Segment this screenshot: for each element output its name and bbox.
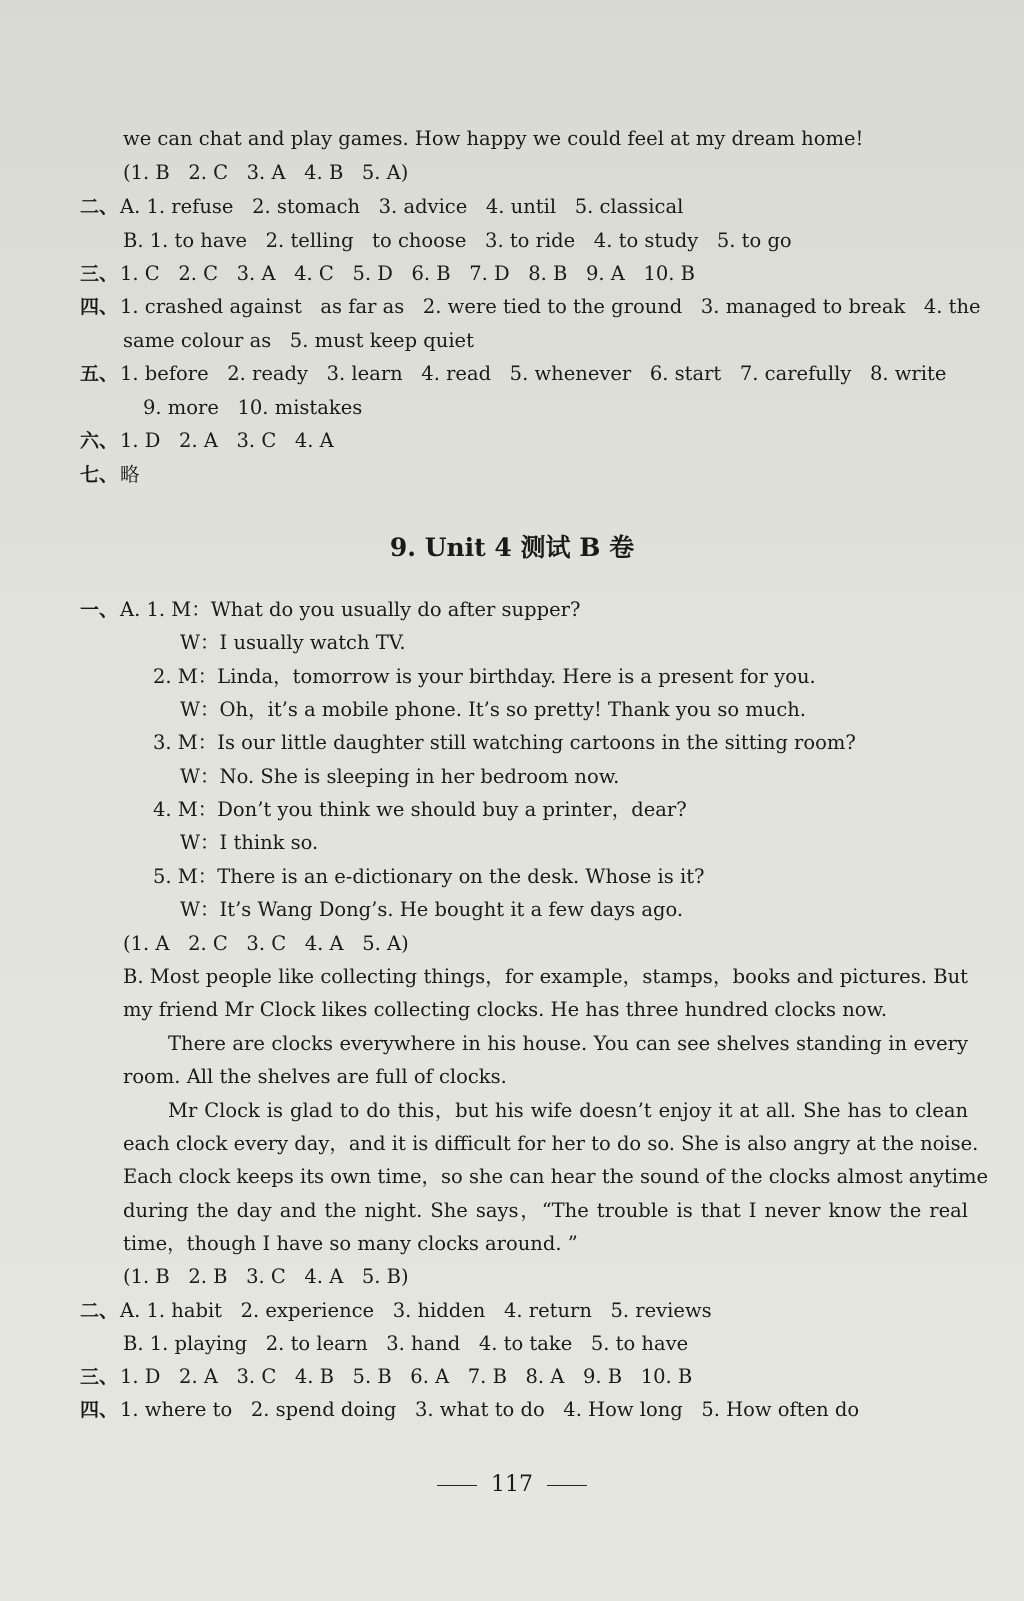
section-marker: 五、 (80, 363, 119, 385)
answer-text: 1. D 2. A 3. C 4. A (120, 429, 334, 452)
footer-dash-right (547, 1485, 587, 1486)
section-marker: 七、 (80, 464, 119, 486)
answer-text: A. 1. habit 2. experience 3. hidden 4. return 5. reviews (120, 1299, 712, 1322)
answer-line: room. All the shelves are full of clocks. (123, 1065, 507, 1088)
page-number-footer (0, 1472, 1024, 1497)
answer-line (80, 294, 981, 320)
answer-text: 1. where to 2. spend doing 3. what to do 4. How long 5. How often do (120, 1398, 860, 1421)
answer-text: 1. C 2. C 3. A 4. C 5. D 6. B 7. D 8. B 9. A 10. B (120, 262, 695, 285)
section-marker: 三、 (80, 1366, 119, 1388)
answer-line: Mr Clock is glad to do this，but his wife doesn’t enjoy it at all. She has to clean (168, 1099, 968, 1122)
answer-line (80, 1298, 968, 1324)
answer-line: W：No. She is sleeping in her bedroom now. (180, 765, 620, 788)
answer-line (80, 597, 968, 623)
answer-line: There are clocks everywhere in his house. You can see shelves standing in every (168, 1032, 968, 1055)
section-marker: 二、 (80, 196, 119, 218)
answer-line: B. 1. to have 2. telling to choose 3. to ride 4. to study 5. to go (123, 229, 792, 252)
answer-line: W：It’s Wang Dong’s. He bought it a few days ago. (180, 898, 684, 921)
answer-line: each clock every day，and it is difficult for her to do so. She is also angry at the noise. (123, 1132, 979, 1155)
answer-line: (1. A 2. C 3. C 4. A 5. A) (123, 932, 409, 955)
page-number: 117 (491, 1472, 533, 1497)
answer-line: 3. M：Is our little daughter still watching cartoons in the sitting room? (153, 731, 856, 754)
answer-text: 1. D 2. A 3. C 4. B 5. B 6. A 7. B 8. A 9. B 10. B (120, 1365, 693, 1388)
unit-title: 9. Unit 4 测试 B 卷 (389, 533, 635, 562)
answer-text: 略 (120, 463, 140, 486)
answer-line: W：Oh，it’s a mobile phone. It’s so pretty! Thank you so much. (180, 698, 806, 721)
section-marker: 二、 (80, 1300, 119, 1322)
section-marker: 一、 (80, 599, 119, 621)
answer-line: during the day and the night. She says，“The trouble is that I never know the real (123, 1199, 968, 1222)
answer-line: time，though I have so many clocks around. ” (123, 1232, 578, 1255)
answer-line: (1. B 2. C 3. A 4. B 5. A) (123, 161, 409, 184)
answer-line (80, 194, 968, 220)
answer-line (80, 428, 968, 454)
answer-text: 1. before 2. ready 3. learn 4. read 5. whenever 6. start 7. carefully 8. write (120, 362, 947, 385)
answer-line (80, 1364, 968, 1390)
answer-line: 9. more 10. mistakes (143, 396, 363, 419)
section-marker: 四、 (80, 1399, 119, 1421)
answer-line: Each clock keeps its own time，so she can hear the sound of the clocks almost anytime (123, 1165, 989, 1188)
answer-text: A. 1. M：What do you usually do after supper? (120, 598, 581, 621)
footer-dash-left (437, 1485, 477, 1486)
answer-text: A. 1. refuse 2. stomach 3. advice 4. until 5. classical (120, 195, 684, 218)
answer-line (80, 361, 968, 387)
answer-line: W：I usually watch TV. (180, 631, 406, 654)
answer-line: 4. M：Don’t you think we should buy a printer，dear? (153, 798, 687, 821)
answer-line: B. 1. playing 2. to learn 3. hand 4. to take 5. to have (123, 1332, 689, 1355)
answer-line: my friend Mr Clock likes collecting clocks. He has three hundred clocks now. (123, 998, 888, 1021)
section-marker: 三、 (80, 263, 119, 285)
answer-line: 2. M：Linda，tomorrow is your birthday. Here is a present for you. (153, 665, 816, 688)
answer-text: 1. crashed against as far as 2. were tied to the ground 3. managed to break 4. the (120, 295, 981, 318)
answer-line: B. Most people like collecting things，for example，stamps，books and pictures. But (123, 965, 968, 988)
answer-line (80, 261, 968, 287)
section-marker: 四、 (80, 296, 119, 318)
answer-line: 5. M：There is an e-dictionary on the desk. Whose is it? (153, 865, 705, 888)
answer-line (80, 462, 968, 488)
answer-line: same colour as 5. must keep quiet (123, 329, 474, 352)
answer-line: we can chat and play games. How happy we could feel at my dream home! (123, 127, 864, 150)
answer-line: (1. B 2. B 3. C 4. A 5. B) (123, 1265, 409, 1288)
answer-line (80, 1397, 968, 1423)
section-marker: 六、 (80, 430, 119, 452)
answer-line: W：I think so. (180, 831, 319, 854)
